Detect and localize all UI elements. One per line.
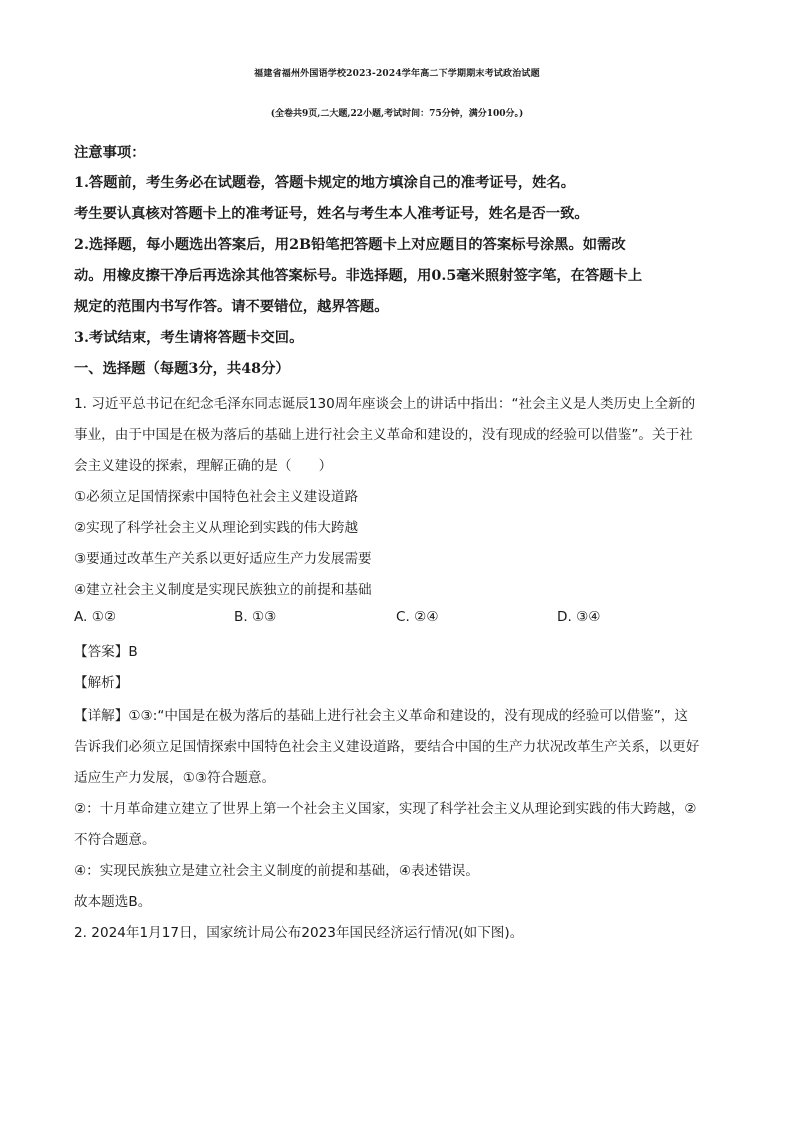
page-title: 福建省福州外国语学校2023-2024学年高二下学期期末考试政治试题 — [254, 69, 540, 79]
notice-line: 1.答题前，考生务必在试题卷，答题卡规定的地方填涂自己的准考证号，姓名。 — [74, 175, 576, 191]
statement-3: ③要通过改革生产关系以更好适应生产力发展需要 — [74, 551, 372, 567]
statement-1: ①必须立足国情探索中国特色社会主义建设道路 — [74, 489, 359, 505]
notice-line: 考生要认真核对答题卡上的准考证号，姓名与考生本人准考证号，姓名是否一致。 — [74, 206, 589, 222]
question-1-stem-line: 事业，由于中国是在极为落后的基础上进行社会主义革命和建设的，没有现成的经验可以借鉴”。关于社 — [74, 427, 693, 443]
analysis-line: ②：十月革命建立建立了世界上第一个社会主义国家，实现了科学社会主义从理论到实践的伟大跨越，② — [74, 801, 697, 817]
section-heading: 一、选择题（每题3分，共48分） — [74, 361, 290, 377]
analysis-line: 【详解】①③:“中国是在极为落后的基础上进行社会主义革命和建设的，没有现成的经验可以借鉴”，这 — [74, 708, 688, 724]
statement-2: ②实现了科学社会主义从理论到实践的伟大跨越 — [74, 520, 359, 536]
option-a: A. ①② — [74, 609, 117, 625]
option-d: D. ③④ — [557, 609, 601, 625]
answer: 【答案】B — [74, 644, 138, 660]
question-2-stem: 2. 2024年1月17日，国家统计局公布2023年国民经济运行情况(如下图)。 — [74, 925, 524, 941]
notice-line: 动。用橡皮擦干净后再选涂其他答案标号。非选择题，用0.5毫米照射签字笔，在答题卡上 — [74, 268, 643, 284]
analysis-line: 告诉我们必须立足国情探索中国特色社会主义建设道路，要结合中国的生产力状况改革生产关系，以更好 — [74, 739, 700, 755]
analysis-line: 不符合题意。 — [74, 832, 156, 848]
analysis-line: ④：实现民族独立是建立社会主义制度的前提和基础，④表述错误。 — [74, 863, 479, 879]
notice-line: 规定的范围内书写作答。请不要错位，越界答题。 — [74, 299, 389, 315]
option-b: B. ①③ — [234, 609, 277, 625]
analysis-line: 适应生产力发展，①③符合题意。 — [74, 770, 276, 786]
notice-heading: 注意事项： — [74, 145, 146, 161]
exam-info: (全卷共9页,二大题,22小题,考试时间：75分钟，满分100分。) — [270, 109, 524, 119]
notice-line: 3.考试结束，考生请将答题卡交回。 — [74, 330, 304, 346]
question-1-stem-line: 会主义建设的探索，理解正确的是（ ） — [74, 458, 333, 474]
analysis-heading: 【解析】 — [74, 675, 129, 691]
statement-4: ④建立社会主义制度是实现民族独立的前提和基础 — [74, 582, 372, 598]
option-c: C. ②④ — [396, 609, 439, 625]
notice-line: 2.选择题，每小题选出答案后，用2B铅笔把答题卡上对应题目的答案标号涂黑。如需改 — [74, 237, 626, 253]
question-1-stem-line: 1. 习近平总书记在纪念毛泽东同志诞辰130周年座谈会上的讲话中指出：“社会主义是人类历史上全新的 — [74, 396, 696, 412]
analysis-line: 故本题选B。 — [74, 894, 152, 910]
